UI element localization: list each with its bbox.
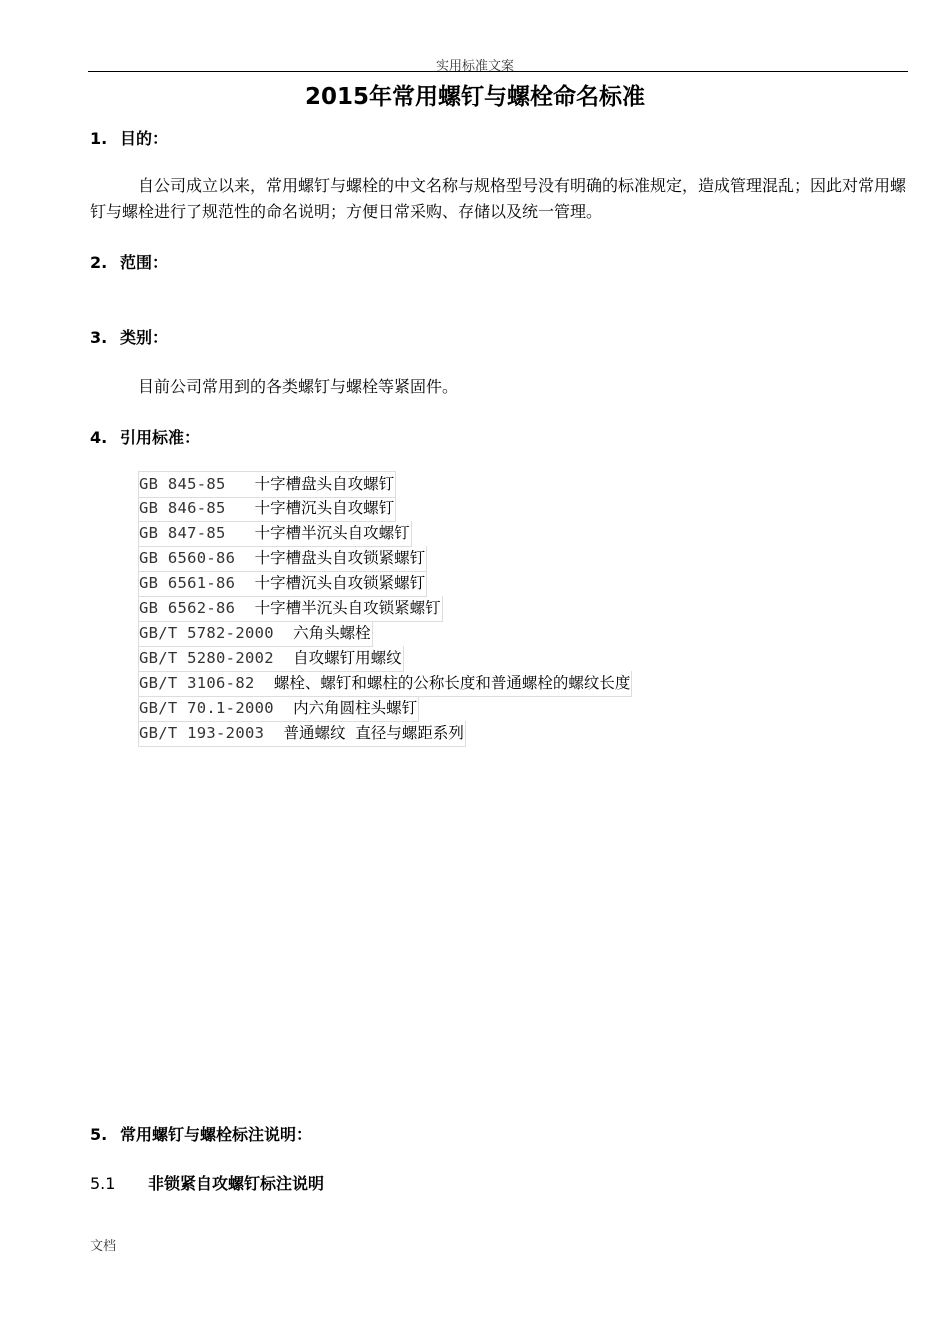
page-header: 实用标准文案 [435, 59, 514, 74]
list-item [138, 571, 632, 596]
section-label: 常用螺钉与螺栓标注说明： [120, 1125, 313, 1144]
section-5-heading [90, 1122, 312, 1145]
section-number: 2. [90, 253, 108, 272]
section-label: 目的： [120, 129, 169, 148]
section-number: 1. [90, 129, 108, 148]
standards-list [138, 471, 632, 746]
section-number: 5.1 [90, 1174, 116, 1193]
section-5-1-heading [90, 1171, 324, 1194]
standard-name: 螺栓、螺钉和螺柱的公称长度和普通螺栓的螺纹长度 [273, 674, 631, 692]
section-label: 类别： [120, 328, 169, 347]
standard-name: 十字槽盘头自攻螺钉 [254, 475, 395, 493]
standard-code: GB 847-85 [139, 524, 255, 542]
section-3-body: 目前公司常用到的各类螺钉与螺栓等紧固件。 [138, 377, 459, 396]
list-item [138, 696, 632, 721]
list-item [138, 621, 632, 646]
standard-name: 六角头螺栓 [293, 624, 371, 642]
list-item [138, 646, 632, 671]
list-item [138, 496, 632, 521]
section-3-heading [90, 325, 168, 348]
section-label: 范围： [120, 253, 169, 272]
standard-code: GB/T 5280-2002 [139, 649, 294, 667]
section-4-heading [90, 425, 200, 448]
standard-code: GB/T 70.1-2000 [139, 699, 294, 717]
standard-code: GB/T 193-2003 [139, 724, 284, 742]
standard-code: GB/T 5782-2000 [139, 624, 294, 642]
standard-name: 十字槽沉头自攻锁紧螺钉 [254, 574, 426, 592]
section-label: 非锁紧自攻螺钉标注说明 [148, 1174, 325, 1193]
standard-name: 普通螺纹 直径与螺距系列 [283, 724, 464, 742]
page-footer: 文档 [90, 1239, 117, 1254]
section-1-body: 自公司成立以来，常用螺钉与螺栓的中文名称与规格型号没有明确的标准规定，造成管理混乱；因此对常用螺钉与螺栓进行了规范性的命名说明；方便日常采购、存储以及统一管理。 [90, 176, 907, 221]
section-number: 4. [90, 428, 108, 447]
document-title: 2015年常用螺钉与螺栓命名标准 [304, 84, 645, 110]
standard-name: 十字槽沉头自攻螺钉 [254, 499, 395, 517]
section-2-heading [90, 250, 168, 273]
standard-name: 十字槽盘头自攻锁紧螺钉 [254, 549, 426, 567]
standard-code: GB 846-85 [139, 499, 255, 517]
standard-code: GB 6560-86 [139, 549, 255, 567]
section-1-heading [90, 126, 168, 149]
standard-name: 自攻螺钉用螺纹 [293, 649, 402, 667]
list-item [138, 471, 632, 496]
section-number: 3. [90, 328, 108, 347]
list-item [138, 721, 632, 746]
standard-code: GB/T 3106-82 [139, 674, 274, 692]
standard-code: GB 6562-86 [139, 599, 255, 617]
standard-code: GB 845-85 [139, 475, 255, 493]
standard-name: 十字槽半沉头自攻螺钉 [254, 524, 410, 542]
standard-code: GB 6561-86 [139, 574, 255, 592]
standard-name: 十字槽半沉头自攻锁紧螺钉 [254, 599, 441, 617]
list-item [138, 546, 632, 571]
section-label: 引用标准： [120, 428, 201, 447]
list-item [138, 671, 632, 696]
standard-name: 内六角圆柱头螺钉 [293, 699, 418, 717]
header-rule [88, 71, 908, 72]
section-number: 5. [90, 1125, 108, 1144]
list-item [138, 521, 632, 546]
list-item [138, 596, 632, 621]
